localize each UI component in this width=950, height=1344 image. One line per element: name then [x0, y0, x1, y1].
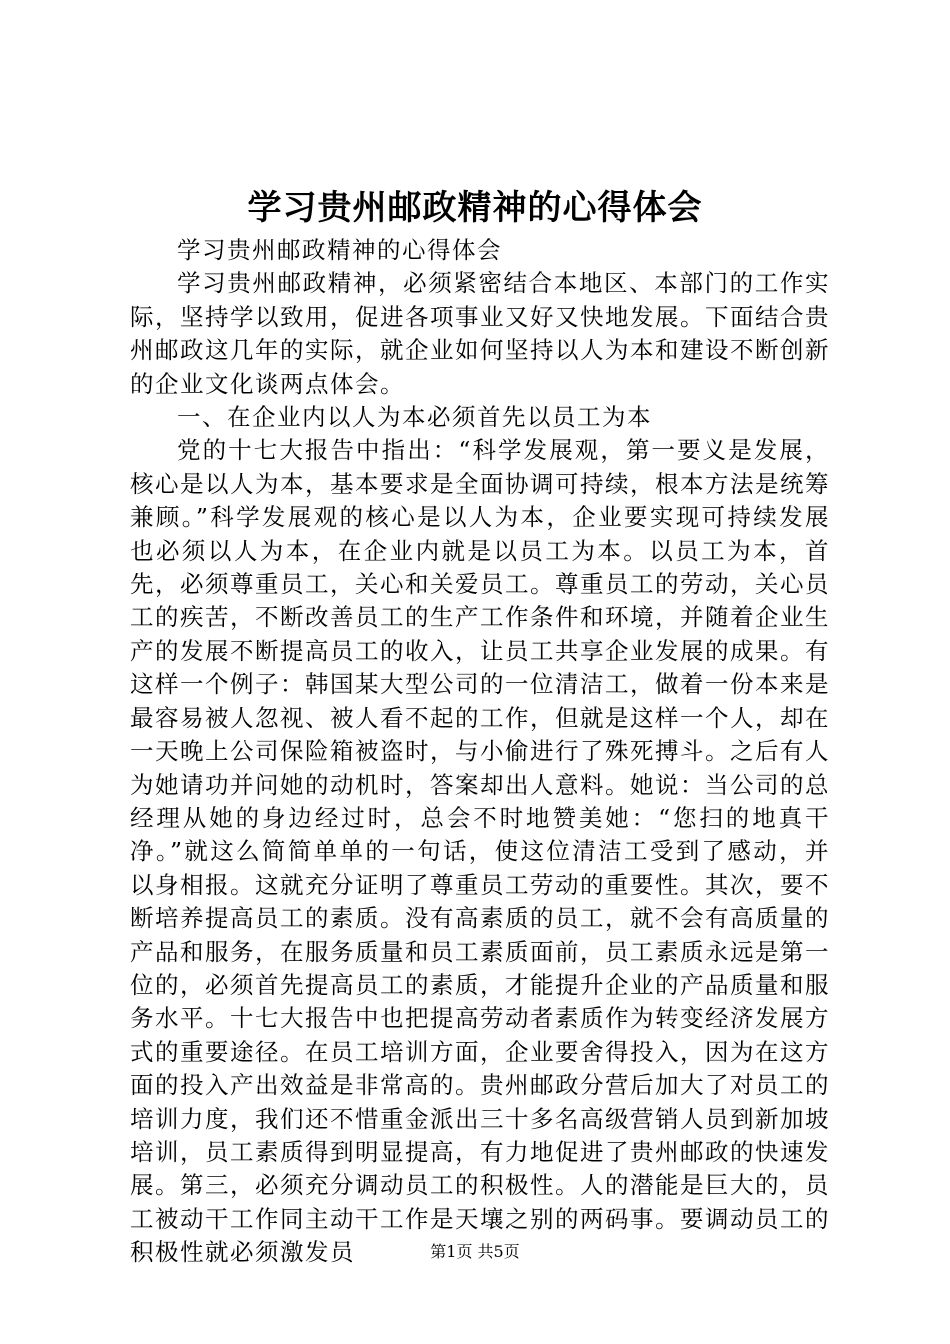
page-footer: 第1页 共5页 — [430, 1242, 520, 1261]
body-paragraph-intro: 学习贵州邮政精神，必须紧密结合本地区、本部门的工作实际，坚持学以致用，促进各项事业又好又快地发展。下面结合贵州邮政这几年的实际，就企业如何坚持以人为本和建设不断创新的企业文化谈两点体会。 — [130, 269, 830, 398]
body-paragraph-main: 党的十七大报告中指出：“科学发展观，第一要义是发展，核心是以人为本，基本要求是全面协调可持续，根本方法是统筹兼顾。”科学发展观的核心是以人为本，企业要实现可持续发展也必须以人为本，在企业内就是以员工为本。以员工为本，首先，必须尊重员工，关心和关爱员工。尊重员工的劳动，关心员工的疾苦，不断改善员工的生产工作条件和环境，并随着企业生产的发展不断提高员工的收入，让员工共享企业发展的成果。有这样一个例子：韩国某大型公司的一位清洁工，做着一份本来是最容易被人忽视、被人看不起的工作，但就是这样一个人，却在一天晚上公司保险箱被盗时，与小偷进行了殊死搏斗。之后有人为她请功并问她的动机时，答案却出人意料。她说：当公司的总经理从她的身边经过时，总会不时地赞美她：“您扫的地真干净。”就这么简简单单的一句话，使这位清洁工受到了感动，并以身相报。这就充分证明了尊重员工劳动的重要性。其次，要不断培养提高员工的素质。没有高素质的员工，就不会有高质量的产品和服务，在服务质量和员工素质面前，员工素质永远是第一位的，必须首先提高员工的素质，才能提升企业的产品质量和服务水平。十七大报告中也把提高劳动者素质作为转变经济发展方式的重要途径。在员工培训方面，企业要舍得投入，因为在这方面的投入产出效益是非常高的。贵州邮政分营后加大了对员工的培训力度，我们还不惜重金派出三十多名高级营销人员到新加坡培训，员工素质得到明显提高，有力地促进了贵州邮政的快速发展。第三，必须充分调动员工的积极性。人的潜能是巨大的，员工被动干工作同主动干工作是天壤之别的两码事。要调动员工的积极性就必须激发员 — [130, 436, 830, 1267]
body-paragraph-subtitle: 学习贵州邮政精神的心得体会 — [177, 236, 502, 264]
document-title: 学习贵州邮政精神的心得体会 — [247, 188, 703, 228]
body-paragraph-heading-1: 一、在企业内以人为本必须首先以员工为本 — [177, 403, 652, 432]
document-body — [130, 234, 830, 1270]
